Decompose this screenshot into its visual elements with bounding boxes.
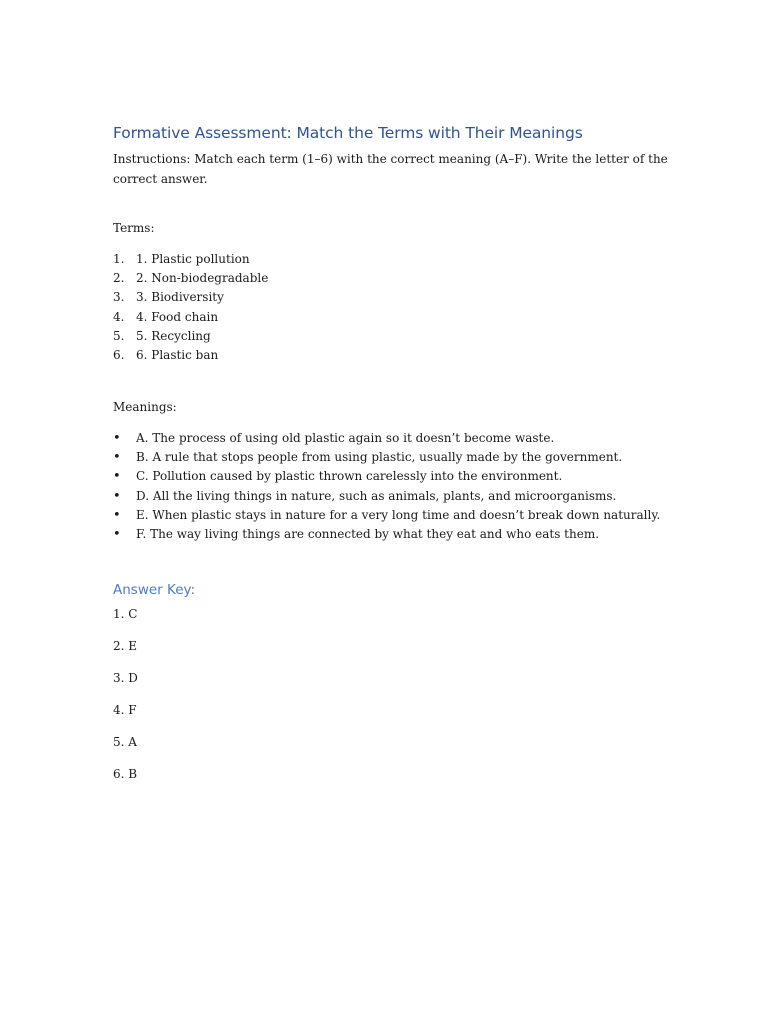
meaning-text: D. All the living things in nature, such as animals, plants, and microorganisms. (136, 488, 617, 503)
meaning-item (113, 506, 660, 525)
terms-label: Terms: (113, 221, 155, 235)
instructions-text: Instructions: Match each term (1–6) with the correct meaning (A–F). Write the letter of the correct answer. (113, 152, 668, 186)
terms-list (113, 250, 268, 365)
bullet-icon: • (113, 488, 121, 504)
meaning-text: B. A rule that stops people from using plastic, usually made by the government. (136, 450, 623, 465)
answer-item: 1. C (113, 607, 138, 621)
list-number: 1. (113, 252, 125, 266)
term-item (113, 288, 268, 307)
list-number: 5. (113, 328, 125, 343)
term-text: 3. Biodiversity (136, 290, 224, 305)
answer-key-list (113, 605, 138, 797)
term-text: 6. Plastic ban (136, 347, 219, 362)
answer-item: 3. D (113, 671, 138, 685)
list-number: 3. (113, 290, 125, 305)
answer-item: 5. A (113, 735, 137, 749)
bullet-icon: • (113, 431, 121, 446)
term-text: 5. Recycling (136, 328, 211, 343)
document-title: Formative Assessment: Match the Terms with Their Meanings (113, 124, 583, 142)
answer-item: 6. B (113, 767, 138, 781)
term-item (113, 346, 268, 365)
answer-item: 2. E (113, 639, 138, 653)
bullet-icon: • (113, 469, 121, 485)
term-text: 4. Food chain (136, 309, 219, 324)
term-text: 1. Plastic pollution (136, 252, 250, 266)
meaning-item (113, 487, 660, 506)
bullet-icon: • (113, 526, 121, 542)
meaning-text: A. The process of using old plastic again so it doesn’t become waste. (136, 431, 555, 445)
meaning-item (113, 467, 660, 486)
answer-key-title: Answer Key: (113, 582, 196, 598)
meaning-text: C. Pollution caused by plastic thrown carelessly into the environment. (136, 469, 563, 484)
bullet-icon: • (113, 507, 121, 523)
meanings-list (113, 429, 660, 544)
list-number: 4. (113, 309, 125, 324)
term-text: 2. Non-biodegradable (136, 271, 269, 286)
answer-item: 4. F (113, 703, 137, 717)
meanings-label: Meanings: (113, 400, 177, 414)
meaning-item (113, 448, 660, 467)
term-item (113, 250, 268, 269)
meaning-text: F. The way living things are connected by what they eat and who eats them. (136, 526, 600, 541)
term-item (113, 308, 268, 327)
term-item (113, 327, 268, 346)
term-item (113, 269, 268, 288)
meaning-item (113, 525, 660, 544)
bullet-icon: • (113, 450, 121, 466)
meaning-text: E. When plastic stays in nature for a very long time and doesn’t break down naturally. (136, 507, 661, 522)
list-number: 6. (113, 347, 125, 362)
list-number: 2. (113, 271, 125, 286)
meaning-item (113, 429, 660, 448)
